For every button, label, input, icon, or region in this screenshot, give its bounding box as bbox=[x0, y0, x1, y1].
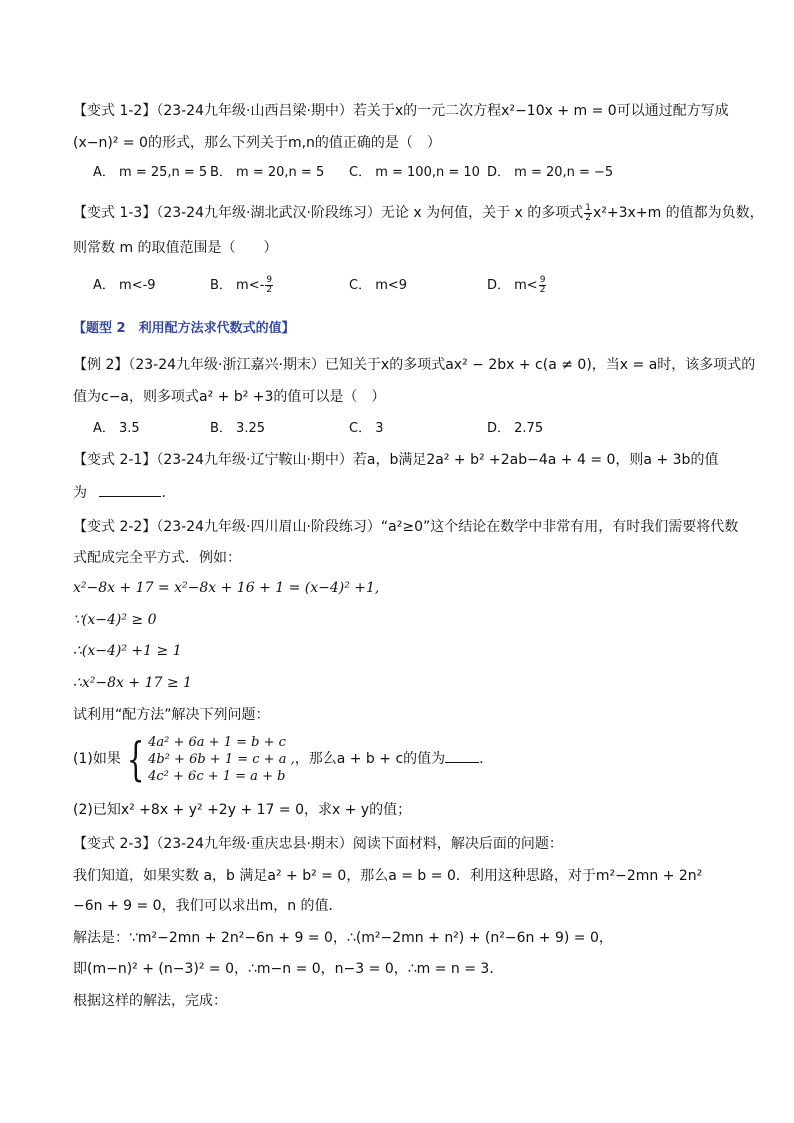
answer-blank bbox=[445, 748, 479, 763]
question-2: (2)已知x² +8x + y² +2y + 17 = 0，求x + y的值； bbox=[73, 802, 412, 818]
variant-2-1-suffix: . bbox=[161, 485, 166, 501]
variant-2-3-line-6: 根据这样的解法，完成： bbox=[73, 993, 227, 1009]
variant-1-2-line-1: 【变式 1-2】（23-24九年级·山西吕梁·期中）若关于x的一元二次方程x²−10x + m = 0可以通过配方写成 bbox=[73, 103, 729, 119]
example-2-option-a: A． 3.5 bbox=[93, 421, 140, 436]
example-formula-3: ∴(x−4)² +1 ≥ 1 bbox=[73, 643, 182, 659]
variant-2-2-line-2: 式配成完全平方式．例如： bbox=[73, 550, 241, 566]
option-d-denominator: 2 bbox=[539, 285, 546, 295]
variant-1-2-line-2: (x−n)² = 0的形式，那么下列关于m,n的值正确的是（ ） bbox=[73, 135, 441, 151]
question-1-prefix: (1)如果 bbox=[73, 751, 121, 767]
question-1-end: . bbox=[479, 751, 484, 767]
variant-1-3-option-a: A． m<-9 bbox=[93, 278, 156, 293]
fraction-denominator: 2 bbox=[585, 212, 592, 223]
variant-1-3-text-a: 【变式 1-3】（23-24九年级·湖北武汉·阶段练习）无论 x 为何值，关于 x 的多项式 bbox=[73, 205, 584, 221]
example-formula-1: x²−8x + 17 = x²−8x + 16 + 1 = (x−4)² +1, bbox=[73, 580, 380, 596]
variant-1-2-option-c: C． m = 100,n = 10 bbox=[349, 165, 480, 180]
left-brace-icon: { bbox=[126, 732, 145, 786]
variant-2-1-prefix: 为 bbox=[73, 485, 87, 501]
variant-1-3-text-b: x²+3x+m 的值都为负数， bbox=[593, 205, 764, 221]
option-b-numerator: 9 bbox=[266, 275, 273, 285]
variant-2-3-line-4: 解法是：∵m²−2mn + 2n²−6n + 9 = 0，∴(m²−2mn + n²) + (n²−6n + 9) = 0， bbox=[73, 930, 613, 946]
variant-2-3-line-5: 即(m−n)² + (n−3)² = 0，∴m−n = 0，n−3 = 0，∴m = n = 3． bbox=[73, 961, 504, 977]
option-d-fraction bbox=[539, 276, 547, 295]
variant-2-2-line-1: 【变式 2-2】（23-24九年级·四川眉山·阶段练习）“a²≥0”这个结论在数学中非常有用，有时我们需要将代数 bbox=[73, 519, 739, 535]
system-eq-1: 4a² + 6a + 1 = b + c bbox=[148, 734, 286, 750]
system-eq-3: 4c² + 6c + 1 = a + b bbox=[148, 768, 286, 784]
half-fraction bbox=[584, 204, 592, 223]
question-1 bbox=[73, 733, 484, 785]
question-1-suffix: ，那么a + b + c的值为 bbox=[294, 751, 446, 767]
example-2-option-c: C． 3 bbox=[349, 421, 384, 436]
variant-2-1-line-2 bbox=[73, 482, 166, 503]
equation-system bbox=[121, 734, 295, 785]
option-b-denominator: 2 bbox=[266, 285, 273, 295]
example-formula-2: ∵(x−4)² ≥ 0 bbox=[73, 612, 157, 628]
variant-2-3-line-2: 我们知道，如果实数 a，b 满足a² + b² = 0，那么a = b = 0．利用这种思路，对于m²−2mn + 2n² bbox=[73, 868, 703, 884]
variant-2-3-line-3: −6n + 9 = 0，我们可以求出m，n 的值． bbox=[73, 898, 343, 914]
system-eq-2: 4b² + 6b + 1 = c + a , bbox=[148, 751, 295, 767]
variant-1-2-option-a: A． m = 25,n = 5 bbox=[93, 165, 208, 180]
option-d-numerator: 9 bbox=[539, 275, 546, 285]
variant-1-2-option-d: D． m = 20,n = −5 bbox=[487, 165, 614, 180]
variant-1-3-line-2: 则常数 m 的取值范围是（ ） bbox=[73, 240, 278, 256]
variant-1-2-option-b: B． m = 20,n = 5 bbox=[210, 165, 325, 180]
example-2-line-2: 值为c−a，则多项式a² + b² +3的值可以是（ ） bbox=[73, 389, 386, 405]
variant-2-3-line-1: 【变式 2-3】（23-24九年级·重庆忠县·期末）阅读下面材料，解决后面的问题： bbox=[73, 836, 563, 852]
fraction-numerator: 1 bbox=[585, 202, 592, 213]
variant-2-1-line-1: 【变式 2-1】（23-24九年级·辽宁鞍山·期中）若a，b满足2a² + b² +2ab−4a + 4 = 0，则a + 3b的值 bbox=[73, 452, 719, 468]
variant-1-3-line-1 bbox=[73, 203, 764, 223]
try-instruction: 试利用“配方法”解决下列问题： bbox=[73, 707, 270, 723]
example-2-line-1: 【例 2】（23-24九年级·浙江嘉兴·期末）已知关于x的多项式ax² − 2bx + c(a ≠ 0)，当x = a时，该多项式的 bbox=[73, 357, 756, 373]
variant-1-3-option-d bbox=[487, 276, 547, 296]
option-b-fraction bbox=[265, 276, 273, 295]
option-b-prefix: B． m<- bbox=[210, 278, 265, 293]
variant-1-3-option-b bbox=[210, 276, 274, 296]
example-2-option-d: D． 2.75 bbox=[487, 421, 544, 436]
option-d-prefix: D． m< bbox=[487, 278, 538, 293]
variant-1-3-option-c: C． m<9 bbox=[349, 278, 408, 293]
example-2-option-b: B． 3.25 bbox=[210, 421, 265, 436]
answer-blank bbox=[99, 482, 161, 497]
type-2-heading: 【题型 2 利用配方法求代数式的值】 bbox=[73, 321, 295, 336]
example-formula-4: ∴x²−8x + 17 ≥ 1 bbox=[73, 675, 192, 691]
